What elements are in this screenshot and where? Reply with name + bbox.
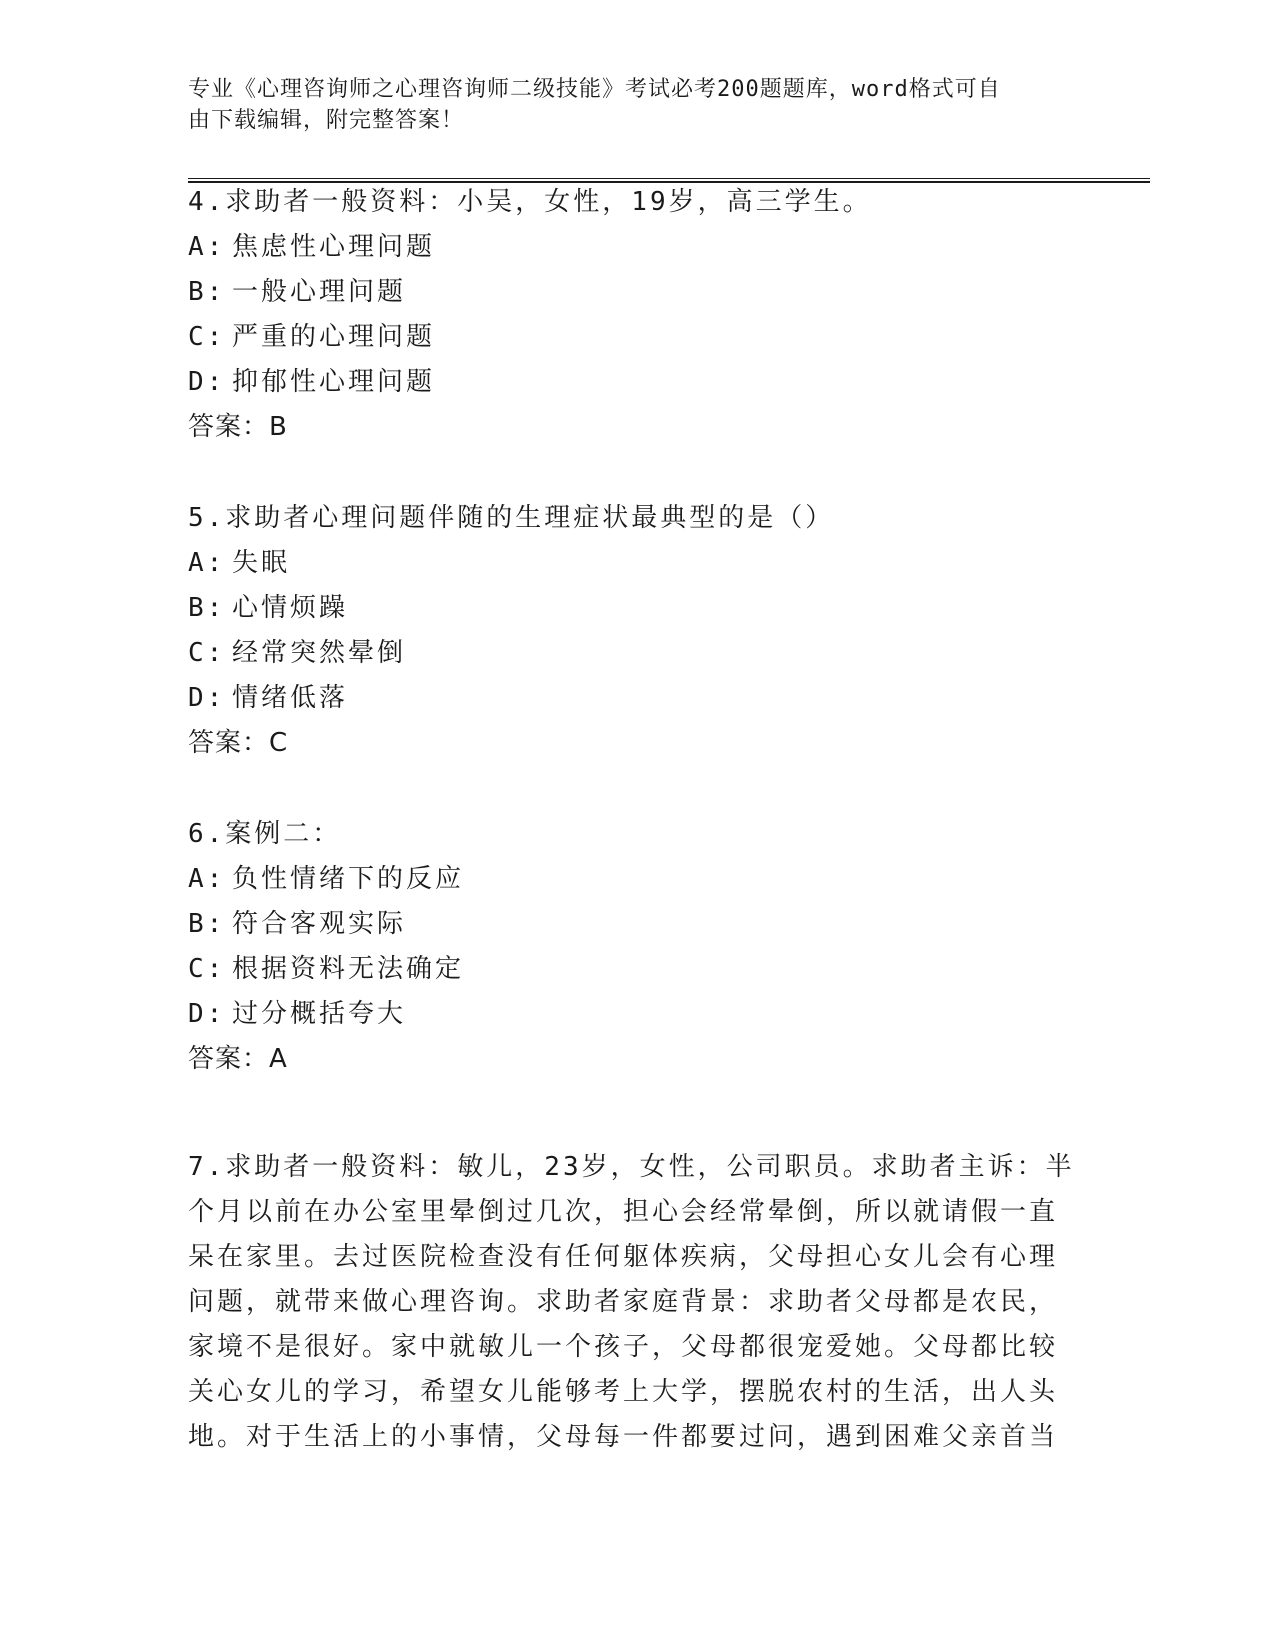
header-line-1: 专业《心理咨询师之心理咨询师二级技能》考试必考200题题库，word格式可自 <box>188 77 1001 102</box>
option-key: A: <box>188 864 226 894</box>
option-key: C: <box>188 638 226 668</box>
paragraph-line: 家境不是很好。家中就敏儿一个孩子，父母都很宠爱她。父母都比较 <box>188 1332 1059 1362</box>
option-text: 抑郁性心理问题 <box>232 367 436 397</box>
option-text: 情绪低落 <box>232 683 349 713</box>
paragraph-line: 问题，就带来做心理咨询。求助者家庭背景：求助者父母都是农民， <box>188 1287 1059 1317</box>
option-c <box>188 315 1068 360</box>
answer-line: 答案：B <box>188 412 288 442</box>
option-a <box>188 225 1068 270</box>
option-text: 心情烦躁 <box>232 593 349 623</box>
paragraph-line: 7.求助者一般资料：敏儿，23岁，女性，公司职员。求助者主诉：半 <box>188 1152 1075 1182</box>
option-text: 严重的心理问题 <box>232 322 436 352</box>
option-key: D: <box>188 999 226 1029</box>
option-d <box>188 676 1068 721</box>
question-stem: 6.案例二： <box>188 819 342 849</box>
answer-line: 答案：C <box>188 728 289 758</box>
paragraph-line: 地。对于生活上的小事情，父母每一件都要过问，遇到困难父亲首当 <box>188 1422 1059 1452</box>
option-key: D: <box>188 367 226 397</box>
question-stem: 5.求助者心理问题伴随的生理症状最典型的是（） <box>188 503 835 533</box>
option-key: D: <box>188 683 226 713</box>
option-key: B: <box>188 277 226 307</box>
option-text: 一般心理问题 <box>232 277 407 307</box>
option-key: B: <box>188 593 226 623</box>
option-d <box>188 992 1068 1037</box>
document-header <box>188 74 1068 136</box>
question-4 <box>188 180 1068 450</box>
paragraph-line: 个月以前在办公室里晕倒过几次，担心会经常晕倒，所以就请假一直 <box>188 1197 1059 1227</box>
header-line-2: 由下载编辑，附完整答案！ <box>188 108 465 133</box>
option-a <box>188 541 1068 586</box>
paragraph-line: 关心女儿的学习，希望女儿能够考上大学，摆脱农村的生活，出人头 <box>188 1377 1059 1407</box>
option-d <box>188 360 1068 405</box>
option-text: 根据资料无法确定 <box>232 954 465 984</box>
option-key: A: <box>188 232 226 262</box>
option-b <box>188 902 1068 947</box>
option-text: 失眠 <box>232 548 291 578</box>
option-text: 符合客观实际 <box>232 909 407 939</box>
question-7 <box>188 1145 1075 1460</box>
option-key: B: <box>188 909 226 939</box>
question-5 <box>188 496 1068 766</box>
option-b <box>188 270 1068 315</box>
option-b <box>188 586 1068 631</box>
option-text: 经常突然晕倒 <box>232 638 407 668</box>
answer-line: 答案：A <box>188 1044 288 1074</box>
paragraph-line: 呆在家里。去过医院检查没有任何躯体疾病，父母担心女儿会有心理 <box>188 1242 1059 1272</box>
option-key: C: <box>188 322 226 352</box>
option-text: 焦虑性心理问题 <box>232 232 436 262</box>
option-c <box>188 631 1068 676</box>
option-key: A: <box>188 548 226 578</box>
option-c <box>188 947 1068 992</box>
option-a <box>188 857 1068 902</box>
question-6 <box>188 812 1068 1082</box>
option-text: 过分概括夸大 <box>232 999 407 1029</box>
question-stem: 4.求助者一般资料：小吴，女性，19岁，高三学生。 <box>188 187 872 217</box>
option-key: C: <box>188 954 226 984</box>
option-text: 负性情绪下的反应 <box>232 864 465 894</box>
